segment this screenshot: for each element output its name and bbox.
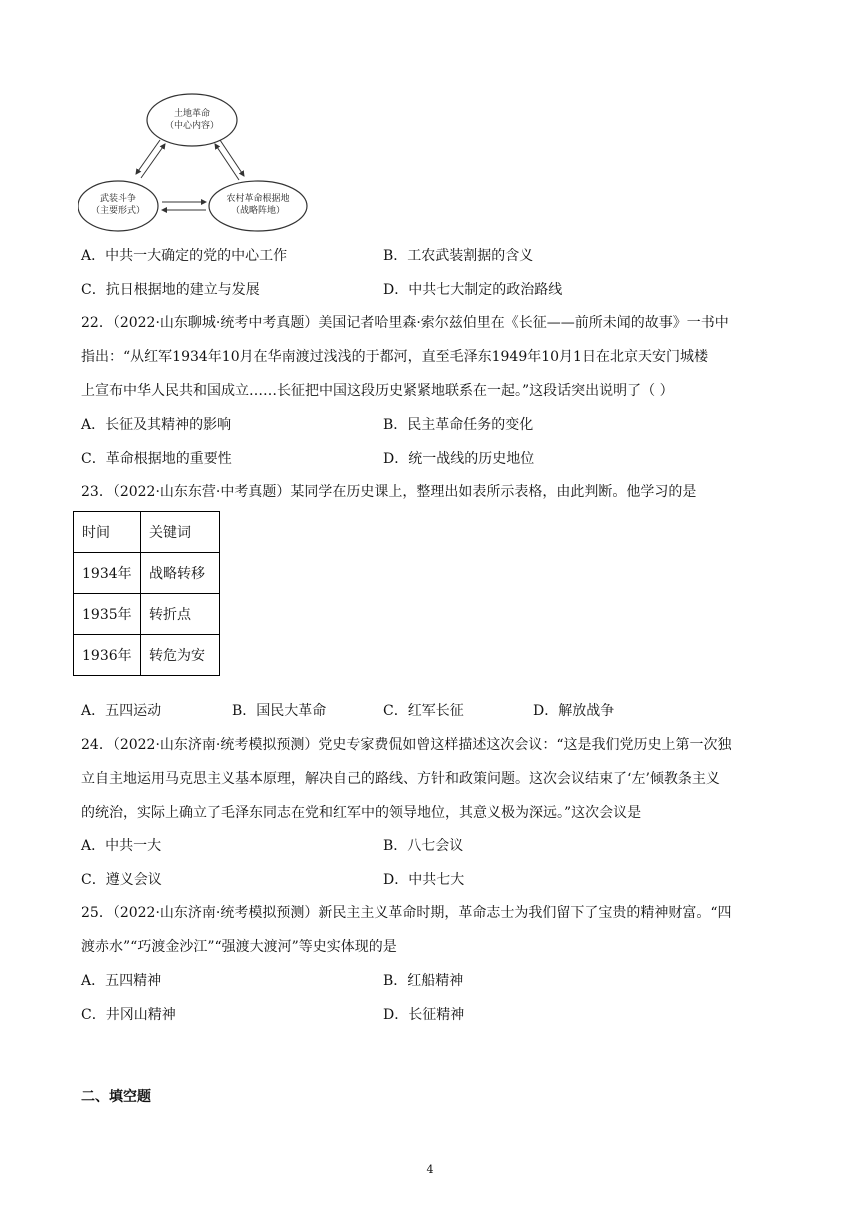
table-row xyxy=(74,553,220,594)
q24-line-2: 立自主地运用马克思主义基本原理，解决自己的路线、方针和政策问题。这次会议结束了‘左’倾教条主义 xyxy=(81,771,720,787)
q23-option-b: B．国民大革命 xyxy=(232,703,327,719)
q22-line-1: 22．（2022·山东聊城·统考中考真题）美国记者哈里森·索尔兹伯里在《长征——前所未闻的故事》一书中 xyxy=(81,315,729,331)
page-number: 4 xyxy=(426,1163,434,1176)
q21-option-d: D．中共七大制定的政治路线 xyxy=(383,282,563,298)
q22-line-3: 上宣布中华人民共和国成立……长征把中国这段历史紧紧地联系在一起。”这段话突出说明了（ ） xyxy=(81,383,674,399)
q23-option-c: C．红军长征 xyxy=(383,703,464,719)
q25-line-2: 渡赤水”“巧渡金沙江”“强渡大渡河”等史实体现的是 xyxy=(81,939,397,955)
q23-option-a: A．五四运动 xyxy=(81,703,162,719)
node-top-title: 土地革命 xyxy=(173,109,210,119)
q21-option-a: A．中共一大确定的党的中心工作 xyxy=(81,248,288,264)
q21-option-c: C．抗日根据地的建立与发展 xyxy=(81,282,260,298)
node-right-title: 农村革命根据地 xyxy=(226,194,290,204)
q22-line-2: 指出：“从红军1934年10月在华南渡过浅浅的于都河，直至毛泽东1949年10月1日在北京天安门城楼 xyxy=(81,349,708,365)
q23-line-1: 23．（2022·山东东营·中考真题）某同学在历史课上，整理出如表所示表格，由此判断。他学习的是 xyxy=(81,484,697,500)
keyword-table xyxy=(73,511,220,676)
arrow-right-to-top xyxy=(215,144,239,180)
node-right-subtitle: （战略阵地） xyxy=(230,206,285,216)
table-cell: 转折点 xyxy=(141,594,220,635)
q22-option-c: C．革命根据地的重要性 xyxy=(81,451,232,467)
q21-option-b: B．工农武装割据的含义 xyxy=(383,248,534,264)
node-left-text xyxy=(80,193,156,217)
table-header-cell: 时间 xyxy=(74,512,141,553)
arrow-top-to-right xyxy=(220,140,244,176)
q22-option-a: A．长征及其精神的影响 xyxy=(81,417,232,433)
table-row xyxy=(74,635,220,676)
q24-option-d: D．中共七大 xyxy=(383,872,465,888)
q24-line-1: 24．（2022·山东济南·统考模拟预测）党史专家费侃如曾这样描述这次会议：“这是我们党历史上第一次独 xyxy=(81,737,732,753)
q23-option-d: D．解放战争 xyxy=(533,703,615,719)
q25-option-a: A．五四精神 xyxy=(81,973,162,989)
q24-option-b: B．八七会议 xyxy=(383,838,464,854)
cycle-diagram xyxy=(78,92,310,232)
node-right-text xyxy=(213,193,303,217)
table-cell: 1935年 xyxy=(74,594,141,635)
q22-option-d: D．统一战线的历史地位 xyxy=(383,451,535,467)
section-title: 二、填空题 xyxy=(81,1089,151,1105)
q22-option-b: B．民主革命任务的变化 xyxy=(383,417,534,433)
table-cell: 转危为安 xyxy=(141,635,220,676)
q25-option-d: D．长征精神 xyxy=(383,1007,465,1023)
node-top-text xyxy=(152,108,232,132)
node-top-subtitle: （中心内容） xyxy=(164,121,219,131)
node-left-title: 武装斗争 xyxy=(99,194,136,204)
q24-option-a: A．中共一大 xyxy=(81,838,162,854)
table-cell: 1936年 xyxy=(74,635,141,676)
table-header-cell: 关键词 xyxy=(141,512,220,553)
table-header-row xyxy=(74,512,220,553)
q24-line-3: 的统治，实际上确立了毛泽东同志在党和红军中的领导地位，其意义极为深远。”这次会议是 xyxy=(81,805,642,821)
q24-option-c: C．遵义会议 xyxy=(81,872,162,888)
table-cell: 战略转移 xyxy=(141,553,220,594)
table-cell: 1934年 xyxy=(74,553,141,594)
q25-option-c: C．井冈山精神 xyxy=(81,1007,176,1023)
node-left-subtitle: （主要形式） xyxy=(90,206,145,216)
q25-option-b: B．红船精神 xyxy=(383,973,464,989)
table-row xyxy=(74,594,220,635)
q25-line-1: 25．（2022·山东济南·统考模拟预测）新民主主义革命时期，革命志士为我们留下了宝贵的精神财富。“四 xyxy=(81,905,732,921)
